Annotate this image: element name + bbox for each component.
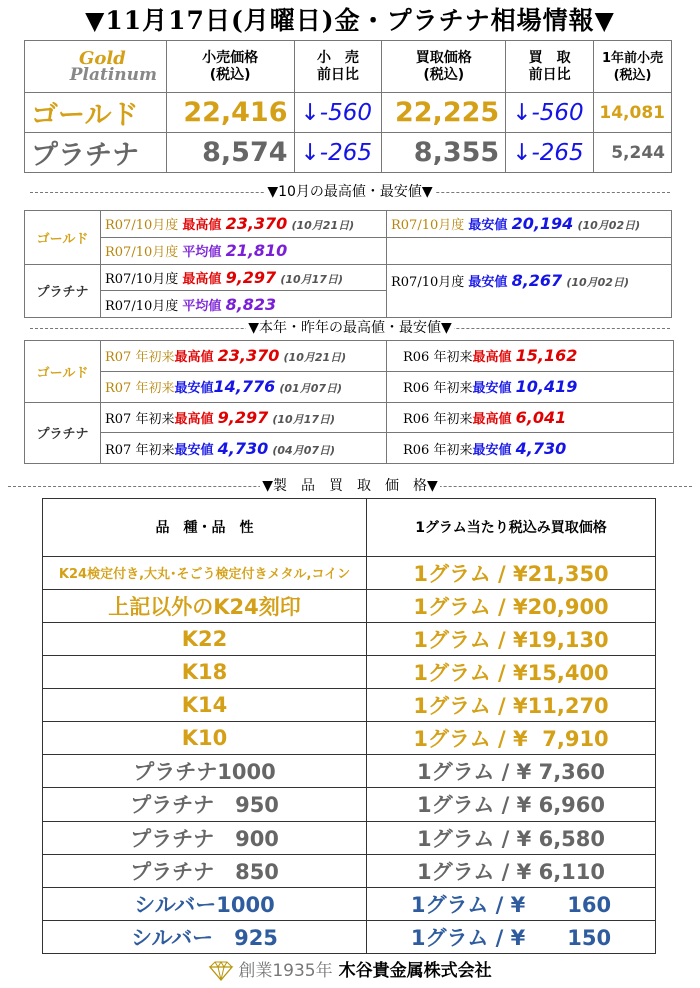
value: 8,267: [511, 270, 563, 290]
diamond-crown-icon: [208, 961, 234, 981]
product-row: [43, 589, 656, 622]
prefix: R06 年初来: [403, 381, 473, 397]
product-row: [43, 887, 656, 920]
date: (10月21日): [291, 219, 355, 233]
product-price: 1グラム / ¥ 6,110: [367, 854, 656, 887]
value: 21,810: [225, 241, 288, 261]
kw-high: 最高値: [174, 411, 214, 427]
value: 6,041: [515, 407, 567, 427]
yearly-platinum-row-1: [25, 402, 674, 433]
value: 14,776: [213, 377, 276, 397]
kw-low: 最安値: [174, 442, 214, 458]
yearly-platinum-row-2: [25, 433, 674, 464]
header-retail: 小売価格 (税込): [166, 41, 294, 93]
kw-high: 最高値: [472, 350, 512, 366]
empty-cell: [387, 237, 672, 264]
yearly-table: [24, 340, 674, 464]
yearly-gold-label: ゴールド: [25, 341, 101, 403]
monthly-platinum-low: [387, 264, 672, 318]
price-row-platinum: [25, 133, 672, 173]
monthly-gold-low: [387, 211, 672, 238]
product-table: [42, 498, 656, 954]
kw-low: 最安値: [174, 381, 214, 397]
product-row: [43, 755, 656, 788]
value: 8,823: [225, 294, 277, 314]
monthly-gold-row-1: [25, 211, 672, 238]
price-row-gold: [25, 93, 672, 133]
yearly-header: ▼本年・昨年の最高値・最安値▼: [248, 320, 452, 336]
yearly-platinum-r07-low: [101, 433, 387, 464]
gold-retail: 22,416: [166, 93, 294, 133]
kw-low: 最安値: [468, 218, 508, 234]
monthly-platinum-row-1: [25, 264, 672, 291]
brand-logo: [25, 41, 167, 93]
product-row: [43, 920, 656, 953]
prefix: R07/10月度: [105, 298, 179, 314]
monthly-header: ▼10月の最高値・最安値▼: [267, 184, 433, 200]
footer: [0, 958, 700, 984]
prefix: R07/10月度: [391, 274, 465, 290]
product-row: [43, 722, 656, 755]
product-row: [43, 821, 656, 854]
prefix: R07 年初来: [105, 381, 175, 397]
product-price: 1グラム / ¥15,400: [367, 656, 656, 689]
product-name: K22: [43, 623, 367, 656]
monthly-table: [24, 210, 672, 318]
prefix: R07/10月度: [105, 245, 179, 261]
prefix: R06 年初来: [403, 442, 473, 458]
kw-high: 最高値: [174, 350, 214, 366]
header-buy: 買取価格 (税込): [382, 41, 506, 93]
product-price: 1グラム / ¥ 160: [367, 887, 656, 920]
col-price: 1グラム当たり税込み買取価格: [367, 499, 656, 557]
gold-year-ago: 14,081: [594, 93, 672, 133]
product-name: シルバー1000: [43, 887, 367, 920]
value: 4,730: [515, 438, 567, 458]
header-buy-change: 買 取 前日比: [506, 41, 594, 93]
yearly-platinum-r06-low: [387, 433, 674, 464]
product-name: プラチナ 850: [43, 854, 367, 887]
product-price: 1グラム / ¥ 6,580: [367, 821, 656, 854]
prefix: R06 年初来: [403, 411, 473, 427]
header-year-ago: 1年前小売 (税込): [594, 41, 672, 93]
yearly-gold-r07-high: [101, 341, 387, 372]
yearly-platinum-r07-high: [101, 402, 387, 433]
prefix: R07/10月度: [105, 271, 179, 287]
prefix: R07/10月度: [391, 218, 465, 234]
prefix: R07/10月度: [105, 218, 179, 234]
product-row: [43, 689, 656, 722]
product-price: 1グラム / ¥21,350: [367, 556, 656, 589]
product-price: 1グラム / ¥20,900: [367, 589, 656, 622]
platinum-retail: 8,574: [166, 133, 294, 173]
platinum-buy: 8,355: [382, 133, 506, 173]
monthly-platinum-avg: [101, 291, 387, 318]
yearly-gold-r07-low: [101, 371, 387, 402]
company-name: 木谷貴金属株式会社: [338, 961, 492, 981]
yearly-gold-r06-low: [387, 371, 674, 402]
yearly-gold-row-1: [25, 341, 674, 372]
yearly-divider: [30, 320, 670, 336]
platinum-buy-change: ↓-265: [506, 133, 594, 173]
date: (10月02日): [577, 219, 641, 233]
kw-high: 最高値: [182, 218, 222, 234]
monthly-gold-avg: [101, 237, 387, 264]
product-name: K24検定付き,大丸･そごう検定付きメタル,コイン: [43, 556, 367, 589]
monthly-divider: [30, 184, 670, 200]
platinum-label: プラチナ: [25, 133, 167, 173]
value: 23,370: [217, 346, 280, 366]
product-name: 上記以外のK24刻印: [43, 589, 367, 622]
value: 10,419: [515, 377, 578, 397]
gold-buy-change: ↓-560: [506, 93, 594, 133]
product-row: [43, 788, 656, 821]
logo-gold-text: Gold: [78, 47, 126, 69]
kw-low: 最安値: [468, 274, 508, 290]
product-price: 1グラム / ¥19,130: [367, 623, 656, 656]
product-name: プラチナ1000: [43, 755, 367, 788]
monthly-gold-row-2: [25, 237, 672, 264]
kw-avg: 平均値: [182, 245, 222, 261]
product-name: K10: [43, 722, 367, 755]
product-price: 1グラム / ¥11,270: [367, 689, 656, 722]
date: (04月07日): [272, 443, 336, 457]
date: (10月21日): [283, 351, 347, 365]
product-name: K14: [43, 689, 367, 722]
product-name: シルバー 925: [43, 920, 367, 953]
page-title: ▼11月17日(月曜日)金・プラチナ相場情報▼: [85, 6, 615, 35]
yearly-gold-row-2: [25, 371, 674, 402]
gold-buy: 22,225: [382, 93, 506, 133]
monthly-platinum-high: [101, 264, 387, 291]
product-header-row: [43, 499, 656, 557]
prefix: R07 年初来: [105, 411, 175, 427]
product-name: K18: [43, 656, 367, 689]
yearly-gold-r06-high: [387, 341, 674, 372]
yearly-platinum-r06-high: [387, 402, 674, 433]
date: (10月17日): [272, 412, 336, 426]
yearly-platinum-label: プラチナ: [25, 402, 101, 464]
monthly-gold-high: [101, 211, 387, 238]
product-price: 1グラム / ¥ 7,360: [367, 755, 656, 788]
product-header: ▼製 品 買 取 価 格▼: [262, 478, 438, 494]
value: 9,297: [217, 407, 269, 427]
kw-high: 最高値: [182, 271, 222, 287]
gold-retail-change: ↓-560: [294, 93, 382, 133]
logo-platinum-text: Platinum: [69, 64, 158, 85]
kw-high: 最高値: [472, 411, 512, 427]
price-table: [24, 40, 672, 173]
date: (10月17日): [280, 272, 343, 286]
date: (01月07日): [279, 382, 343, 396]
product-divider: [8, 478, 692, 494]
gold-label: ゴールド: [25, 93, 167, 133]
value: 4,730: [217, 438, 269, 458]
header-retail-change: 小 売 前日比: [294, 41, 382, 93]
product-row: [43, 623, 656, 656]
kw-avg: 平均値: [182, 298, 222, 314]
product-row: [43, 656, 656, 689]
price-header-row: [25, 41, 672, 93]
date: (10月02日): [566, 275, 629, 289]
value: 15,162: [515, 346, 578, 366]
product-price: 1グラム / ¥ 150: [367, 920, 656, 953]
founded-text: 創業1935年: [238, 961, 333, 981]
value: 9,297: [225, 267, 277, 287]
product-name: プラチナ 900: [43, 821, 367, 854]
product-name: プラチナ 950: [43, 788, 367, 821]
platinum-retail-change: ↓-265: [294, 133, 382, 173]
monthly-gold-label: ゴールド: [25, 211, 101, 265]
platinum-year-ago: 5,244: [594, 133, 672, 173]
col-item: 品 種・品 性: [43, 499, 367, 557]
product-row: [43, 556, 656, 589]
product-row: [43, 854, 656, 887]
prefix: R07 年初来: [105, 442, 175, 458]
product-price: 1グラム / ¥ 6,960: [367, 788, 656, 821]
value: 20,194: [511, 214, 574, 234]
kw-low: 最安値: [472, 442, 512, 458]
prefix: R06 年初来: [403, 350, 473, 366]
product-price: 1グラム / ¥ 7,910: [367, 722, 656, 755]
kw-low: 最安値: [472, 381, 512, 397]
prefix: R07 年初来: [105, 350, 175, 366]
monthly-platinum-label: プラチナ: [25, 264, 101, 318]
value: 23,370: [225, 214, 288, 234]
